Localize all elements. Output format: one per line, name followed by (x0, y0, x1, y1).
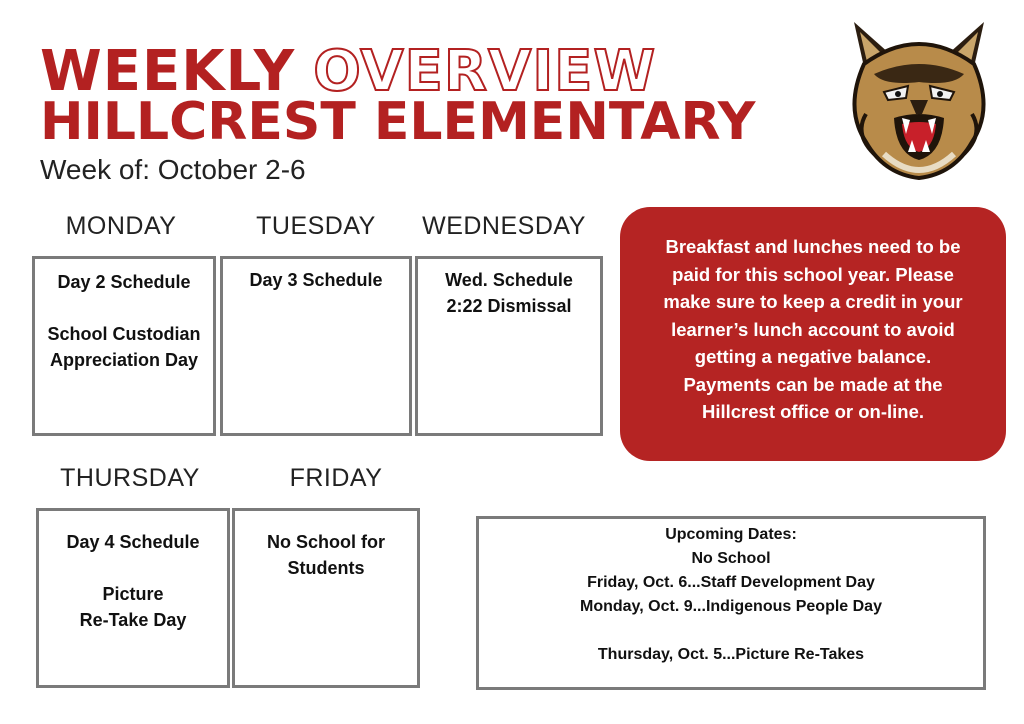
day-label-monday: MONDAY (65, 212, 177, 240)
day-label-friday: FRIDAY (289, 464, 383, 492)
day-box-friday (232, 508, 420, 688)
thursday-line-3: Re-Take Day (79, 610, 187, 630)
day-box-wednesday (415, 256, 603, 436)
school-name: HILLCREST ELEMENTARY (40, 92, 756, 152)
monday-line-1: Day 2 Schedule (57, 272, 191, 292)
tuesday-line-1: Day 3 Schedule (249, 270, 383, 290)
day-box-tuesday (220, 256, 412, 436)
upcoming-line-3: Monday, Oct. 9...Indigenous People Day (580, 598, 882, 615)
thursday-line-2: Picture (102, 584, 164, 604)
monday-line-2: School Custodian (47, 324, 201, 344)
upcoming-line-1: No School (691, 550, 771, 567)
friday-line-1: No School for (267, 532, 385, 552)
day-box-thursday (36, 508, 230, 688)
day-box-monday (32, 256, 216, 436)
notice-line: Payments can be made at the (683, 373, 943, 395)
notice-line: make sure to keep a credit in your (663, 291, 963, 312)
notice-line: learner’s lunch account to avoid (671, 318, 955, 340)
upcoming-line-4: Thursday, Oct. 5...Picture Re-Takes (597, 646, 865, 663)
notice-line: paid for this school year. Please (672, 263, 954, 285)
lunch-payment-notice (620, 207, 1006, 461)
day-label-tuesday: TUESDAY (256, 212, 376, 240)
friday-line-2: Students (287, 558, 365, 578)
wednesday-line-1: Wed. Schedule (445, 270, 573, 290)
wildcat-mascot-icon (844, 14, 994, 184)
title-overview: OVERVIEW (313, 39, 657, 104)
monday-line-3: Appreciation Day (49, 350, 199, 370)
upcoming-line-2: Friday, Oct. 6...Staff Development Day (587, 574, 875, 591)
notice-line: getting a negative balance. (694, 346, 932, 367)
notice-line: Breakfast and lunches need to be (665, 236, 961, 257)
week-of: Week of: October 2-6 (40, 154, 306, 185)
day-label-thursday: THURSDAY (60, 464, 200, 492)
notice-line: Hillcrest office or on-line. (701, 401, 925, 422)
day-label-wednesday: WEDNESDAY (422, 212, 586, 240)
upcoming-dates-box (476, 516, 986, 690)
thursday-line-1: Day 4 Schedule (66, 532, 200, 552)
upcoming-heading: Upcoming Dates: (665, 526, 797, 543)
title-weekly: WEEKLY (40, 39, 296, 104)
wednesday-line-2: 2:22 Dismissal (446, 296, 572, 316)
